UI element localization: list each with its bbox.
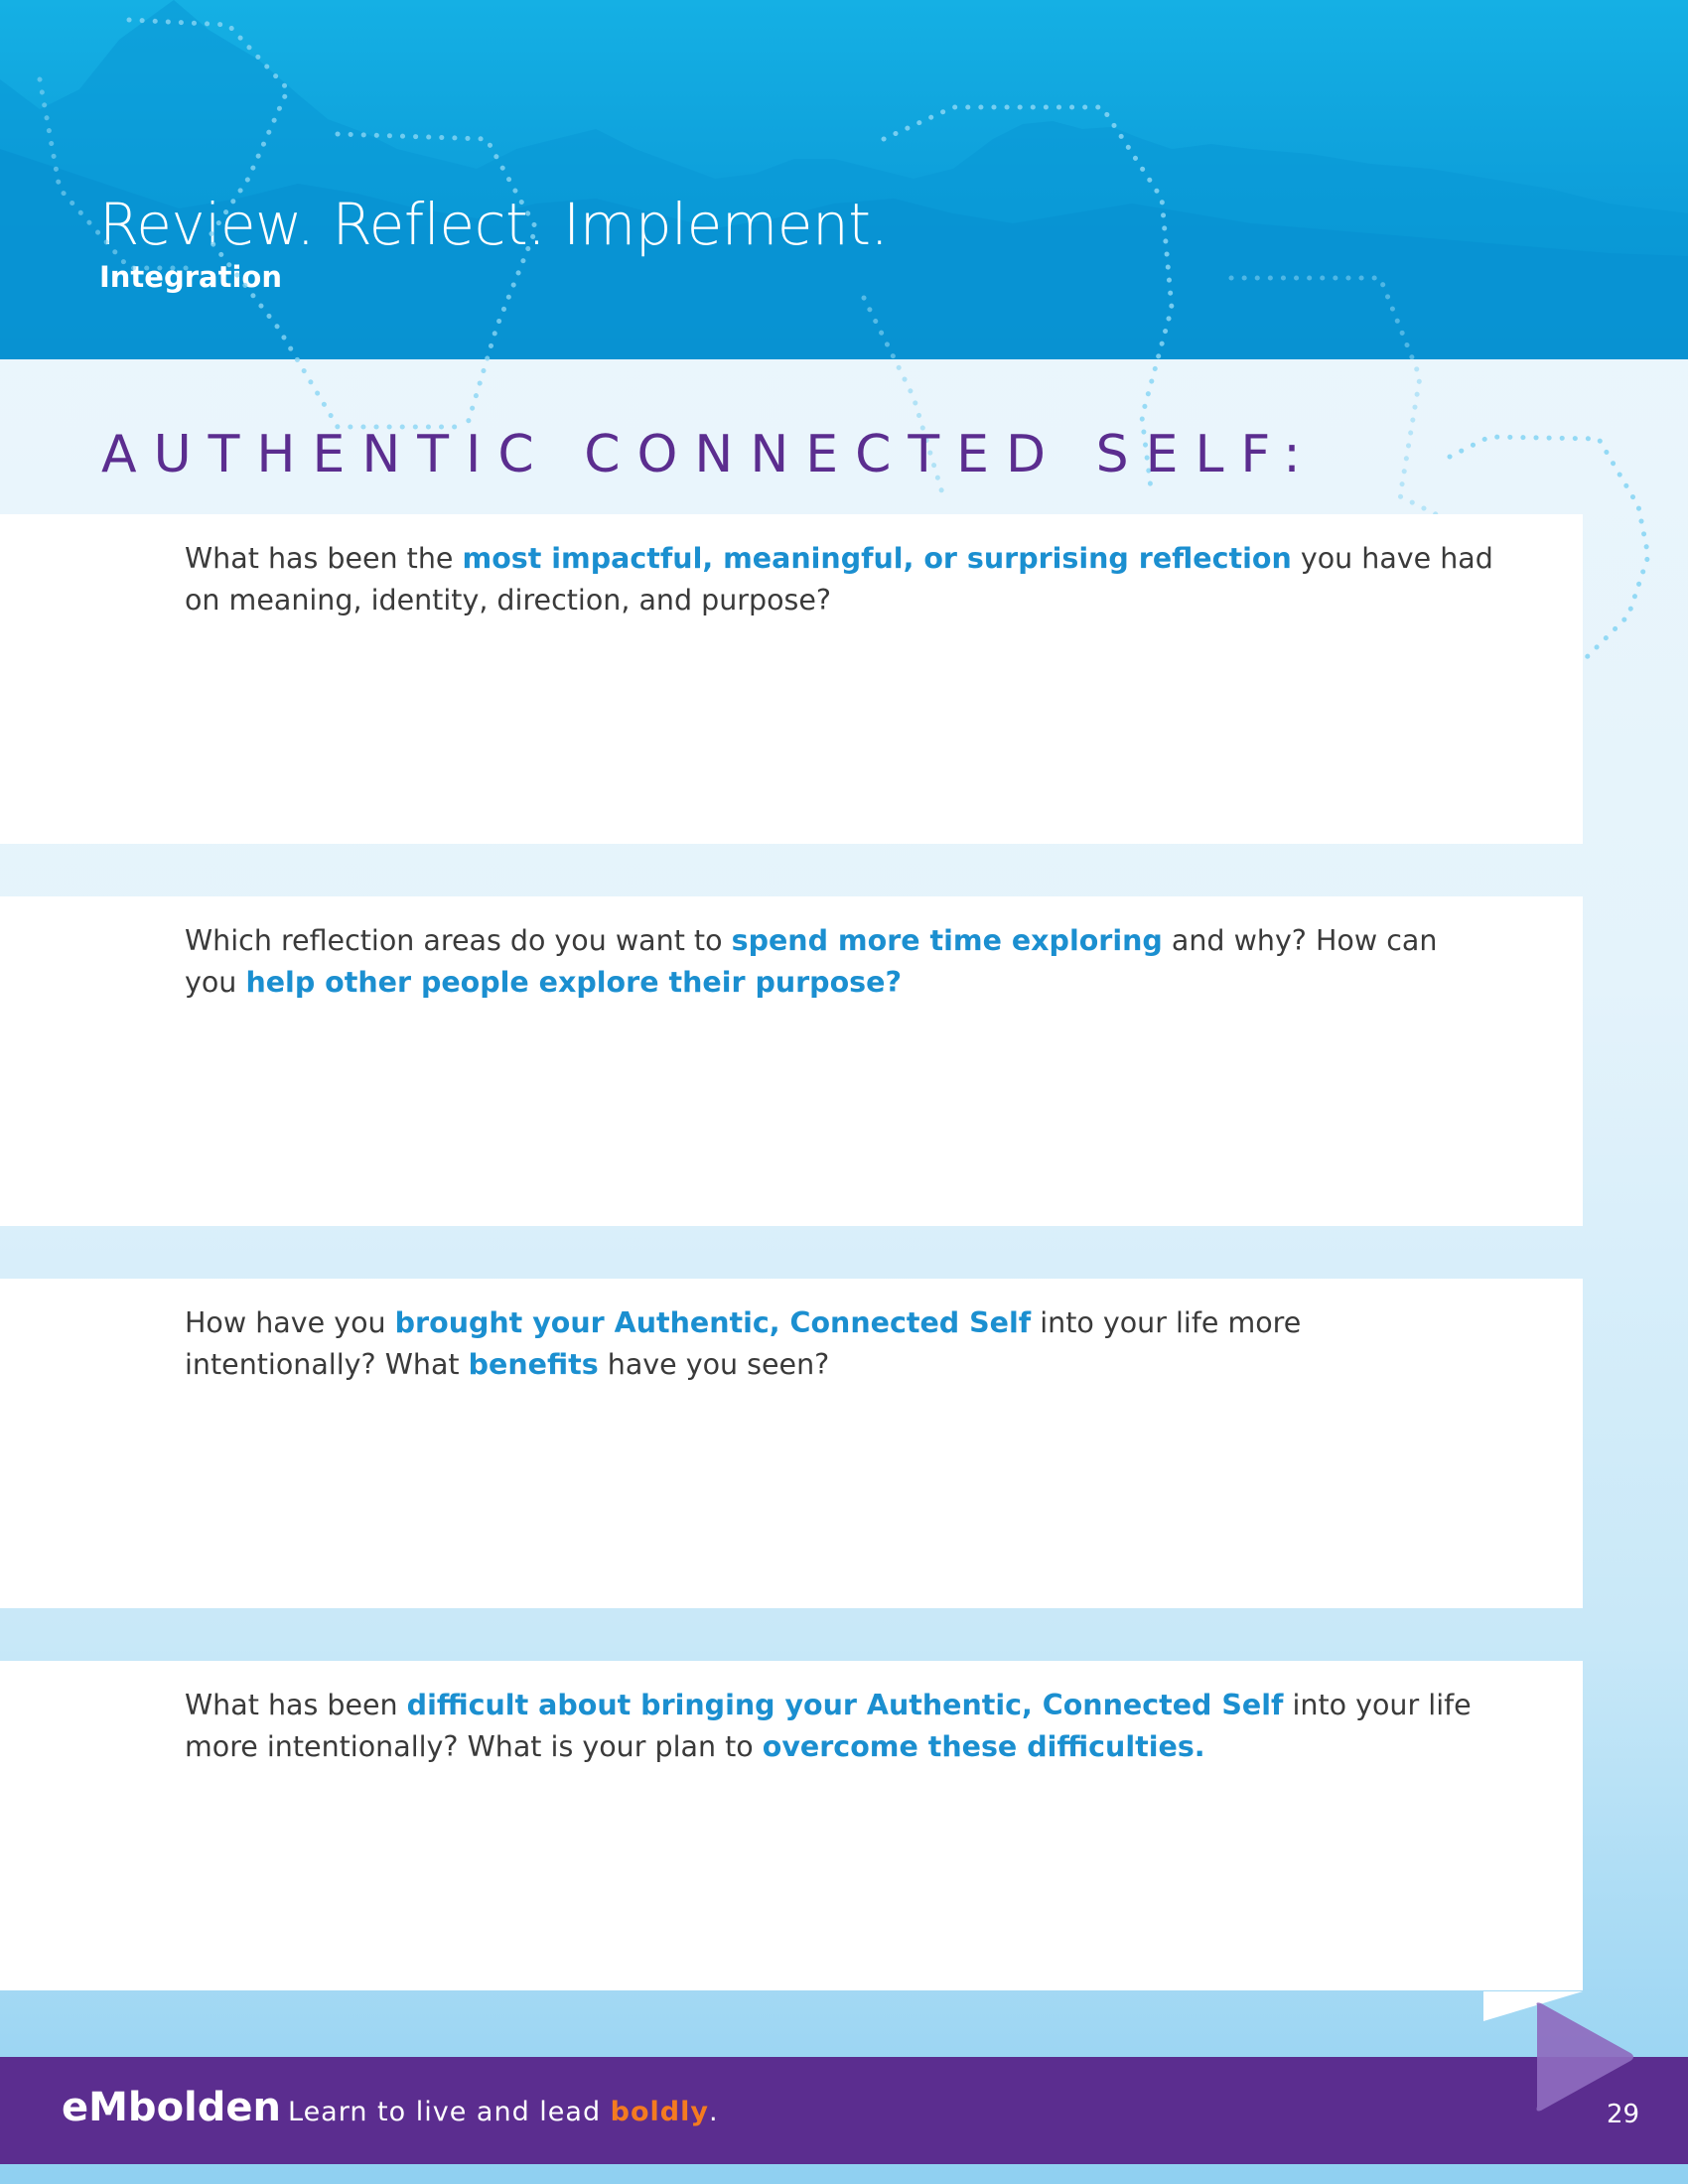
brand-logo: eMbolden bbox=[62, 2085, 281, 2130]
question-box-4[interactable] bbox=[0, 1661, 1583, 1990]
question-text-4 bbox=[185, 1685, 1495, 1768]
question-segment: and why? How can you bbox=[185, 924, 1438, 999]
question-highlight: spend more time exploring bbox=[731, 924, 1163, 957]
question-box-2[interactable] bbox=[0, 896, 1583, 1226]
question-highlight: overcome these difficulties. bbox=[762, 1730, 1205, 1763]
question-segment: you have had on meaning, identity, direction, and purpose? bbox=[185, 542, 1493, 616]
question-highlight: brought your Authentic, Connected Self bbox=[394, 1306, 1032, 1339]
question-segment: How have you bbox=[185, 1306, 395, 1339]
question-highlight: difficult about bringing your Authentic, Connected Self bbox=[406, 1689, 1284, 1721]
question-segment: into your life more intentionally? What bbox=[185, 1306, 1302, 1381]
tagline-suffix: . bbox=[709, 2097, 719, 2127]
question-segment: have you seen? bbox=[598, 1348, 830, 1381]
tagline-prefix: Learn to live and lead bbox=[288, 2097, 611, 2127]
tagline bbox=[288, 2097, 719, 2127]
header-banner bbox=[0, 0, 1688, 359]
page-title: Review. Reflect. Implement. bbox=[99, 191, 889, 258]
question-text-3 bbox=[185, 1302, 1495, 1386]
question-segment: What has been the bbox=[185, 542, 463, 575]
question-highlight: benefits bbox=[468, 1348, 599, 1381]
question-segment: Which reflection areas do you want to bbox=[185, 924, 732, 957]
page-subtitle: Integration bbox=[99, 260, 282, 294]
question-text-2 bbox=[185, 920, 1495, 1004]
question-segment: What has been bbox=[185, 1689, 407, 1721]
question-box-1[interactable] bbox=[0, 514, 1583, 844]
tagline-bold: boldly bbox=[610, 2097, 709, 2127]
section-heading: AUTHENTIC CONNECTED SELF: bbox=[101, 425, 1318, 484]
question-text-1 bbox=[185, 538, 1495, 621]
question-box-3[interactable] bbox=[0, 1279, 1583, 1608]
play-triangle-icon[interactable] bbox=[1529, 1997, 1638, 2116]
page-number: 29 bbox=[1607, 2100, 1640, 2129]
question-highlight: help other people explore their purpose? bbox=[245, 966, 902, 999]
mountain-silhouette bbox=[0, 0, 1688, 359]
question-segment: into your life more intentionally? What is your plan to bbox=[185, 1689, 1472, 1763]
question-highlight: most impactful, meaningful, or surprising reflection bbox=[462, 542, 1292, 575]
